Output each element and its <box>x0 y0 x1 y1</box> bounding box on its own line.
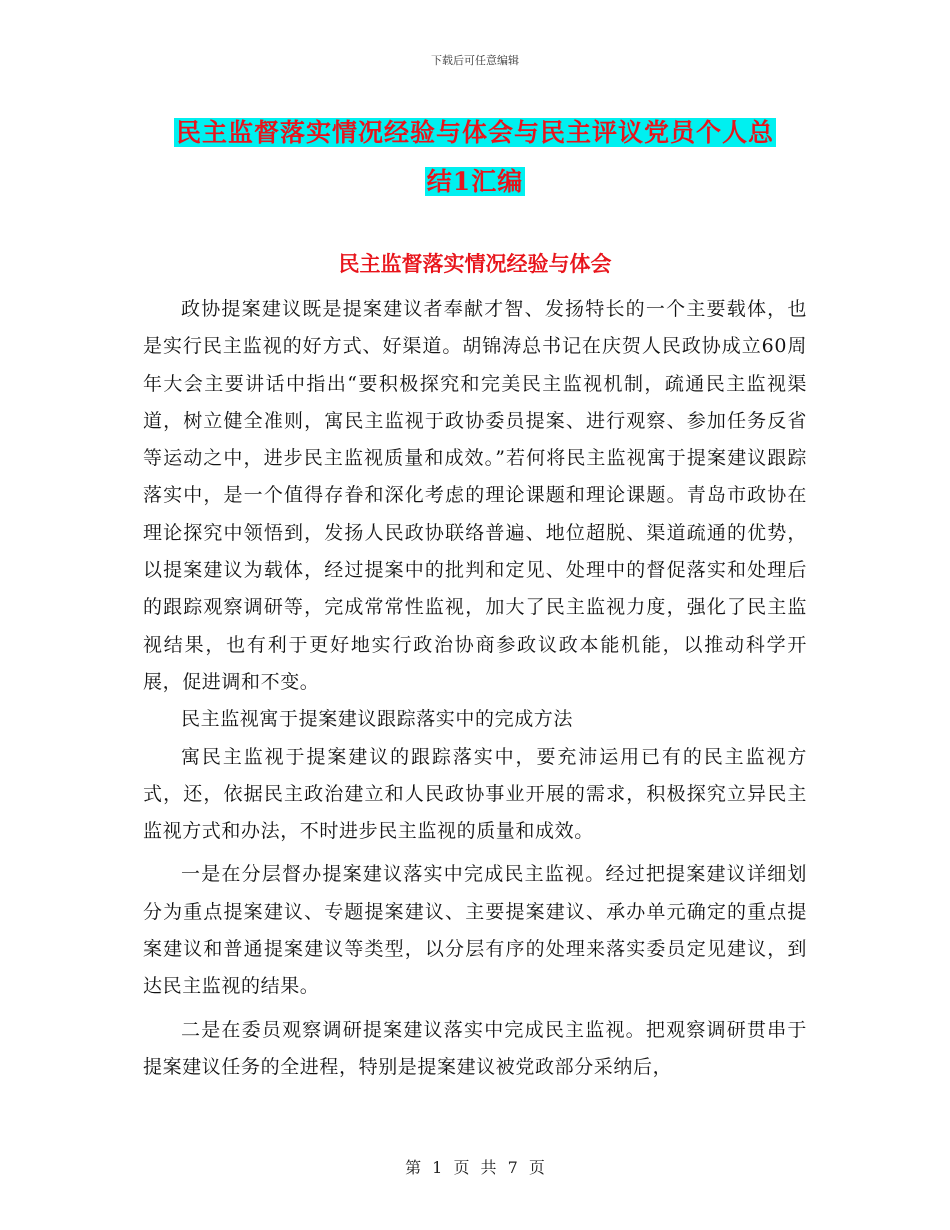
section-title: 民主监督落实情况经验与体会 <box>338 251 612 276</box>
paragraph: 二是在委员观察调研提案建议落实中完成民主监视。把观察调研贯串于提案建议任务的全进程，特别是提案建议被党政部分采纳后， <box>143 1018 807 1078</box>
paragraph: 寓民主监视于提案建议的跟踪落实中，要充沛运用已有的民主监视方式，还，依据民主政治建立和人民政协事业开展的需求，积极探究立异民主监视方式和办法，不时进步民主监视的质量和成效。 <box>143 745 807 843</box>
title-line-2: 结1汇编 <box>426 167 524 196</box>
paragraph-subheading: 民主监视寓于提案建议跟踪落实中的完成方法 <box>181 708 574 731</box>
paragraph: 一是在分层督办提案建议落实中完成民主监视。经过把提案建议详细划分为重点提案建议、专题提案建议、主要提案建议、承办单元确定的重点提案建议和普通提案建议等类型，以分层有序的处理来落实委员定见建议，到达民主监视的结果。 <box>143 863 807 998</box>
document-title <box>130 108 820 206</box>
paragraph: 政协提案建议既是提案建议者奉献才智、发扬特长的一个主要载体，也是实行民主监视的好方式、好渠道。胡锦涛总书记在庆贺人民政协成立60周年大会主要讲话中指出“要积极探究和完美民主监视机制，疏通民主监视渠道，树立健全准则，寓民主监视于政协委员提案、进行观察、参加任务反省等运动之中，进步民主监视质量和成效。”若何将民主监视寓于提案建议跟踪落实中，是一个值得存眷和深化考虑的理论课题和理论课题。青岛市政协在理论探究中领悟到，发扬人民政协联络普遍、地位超脱、渠道疏通的优势，以提案建议为载体，经过提案中的批判和定见、处理中的督促落实和处理后的跟踪观察调研等，完成常常性监视，加大了民主监视力度，强化了民主监视结果，也有利于更好地实行政治协商参政议政本能机能，以推动科学开展，促进调和不变。 <box>143 298 807 693</box>
body-text <box>143 291 807 1086</box>
title-line-1: 民主监督落实情况经验与体会与民主评议党员个人总 <box>175 118 774 147</box>
page-footer: 第 1 页 共 7 页 <box>405 1158 545 1177</box>
header-note: 下载后可任意编辑 <box>431 54 519 67</box>
